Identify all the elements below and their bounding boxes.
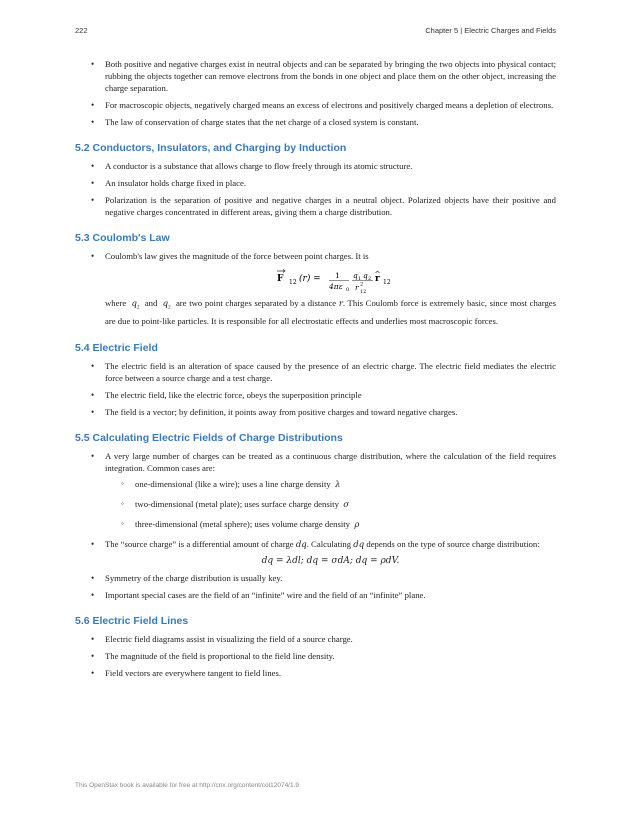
coulomb-explanation <box>75 297 556 328</box>
list-item: • The field is a vector; by definition, it points away from positive charges and toward negative charges. <box>75 406 556 418</box>
sub-list-item: ◦ two-dimensional (metal plate); uses surface charge density σ <box>105 498 556 511</box>
formula-q2: q <box>363 271 368 280</box>
list-item: • Symmetry of the charge distribution is usually key. <box>75 572 556 584</box>
section-5-2-list <box>75 160 556 218</box>
list-item: • The “source charge” is a differential amount of charge dq. Calculating dq depends on the type of source charge distribution: <box>75 538 556 551</box>
formula-f-sub: 12 <box>289 279 297 286</box>
symbol-rho: ρ <box>354 519 360 530</box>
list-item: • Polarization is the separation of positive and negative charges in a neutral object. Polarized objects have their positive and negative charges concentrated in different areas, giving them a charge distribution. <box>75 194 556 218</box>
formula-r2: r <box>355 283 359 292</box>
list-item: • Coulomb's law gives the magnitude of the force between point charges. It is <box>75 250 556 262</box>
formula-den-sub: 0 <box>346 287 350 293</box>
formula-den: 4πε <box>329 282 343 291</box>
section-5-5-list-cont <box>75 572 556 601</box>
formula-f: F <box>277 274 284 284</box>
section-5-4-list <box>75 360 556 418</box>
formula-r2-sub: 12 <box>360 289 367 295</box>
intro-list <box>75 58 556 128</box>
symbol-r: r <box>338 299 343 309</box>
section-heading-5-6: 5.6 Electric Field Lines <box>75 614 189 627</box>
list-item: • The magnitude of the field is proportional to the field line density. <box>75 650 556 662</box>
list-item: • An insulator holds charge fixed in place. <box>75 177 556 189</box>
formula-q1-sub: 1 <box>358 276 362 282</box>
formula-r2-sup: 2 <box>360 281 364 288</box>
symbol-q-sub: 2 <box>168 305 171 311</box>
section-heading-5-5: 5.5 Calculating Electric Fields of Charge Distributions <box>75 431 343 444</box>
symbol-q-sub: 2 <box>137 305 140 311</box>
page-footer: This OpenStax book is available for free at http://cnx.org/content/col12074/1.9 <box>75 782 300 789</box>
sub-list <box>105 478 556 531</box>
list-item: • For macroscopic objects, negatively charged means an excess of electrons and positively charged means a depletion of electrons. <box>75 99 556 111</box>
formula-q2-sub: 2 <box>368 276 372 282</box>
section-5-6-list <box>75 633 556 679</box>
section-heading-5-3: 5.3 Coulomb's Law <box>75 232 170 244</box>
formula-r: (r) = <box>299 274 321 284</box>
formula-rhat-sub: 12 <box>383 279 391 286</box>
symbol-dq: dq <box>295 539 307 550</box>
page-content <box>75 58 556 684</box>
section-5-5-list <box>75 450 556 551</box>
text-rest1: are two point charges separated by a distance <box>175 298 337 308</box>
section-heading-5-2: 5.2 Conductors, Insulators, and Charging by Induction <box>75 142 347 154</box>
list-item: • Field vectors are everywhere tangent to field lines. <box>75 667 556 679</box>
text-and: and <box>144 298 158 308</box>
list-item: • The electric field, like the electric force, obeys the superposition principle <box>75 389 556 401</box>
list-item-text: A very large number of charges can be treated as a continuous charge distribution, where the calculation of the field requires integration. Common cases are: <box>105 450 556 473</box>
formula-num: 1 <box>335 271 340 280</box>
charge-density-formula: dq = λdl; dq = σdA; dq = ρdV. <box>261 555 400 566</box>
formula-q1: q <box>353 271 358 280</box>
list-item: • Electric field diagrams assist in visualizing the field of a source charge. <box>75 633 556 645</box>
symbol-lambda: λ <box>335 479 341 490</box>
text-rest2: . This Coulomb force is extremely basic, since most charges are due to point-like particles. It is responsible for all electrostatic effects and underlies most macroscopic forces. <box>105 298 557 326</box>
chapter-title: Chapter 5 | Electric Charges and Fields <box>425 26 556 35</box>
list-item: • A conductor is a substance that allows charge to flow freely through its atomic structure. <box>75 160 556 172</box>
symbol-sigma: σ <box>343 499 350 510</box>
text-where: where <box>105 298 127 308</box>
list-item: • The electric field is an alteration of space caused by the presence of an electric charge. The electric field mediates the electric force between a source charge and a test charge. <box>75 360 556 384</box>
list-item: • Important special cases are the field of an “infinite” wire and the field of an “infinite” plane. <box>75 589 556 601</box>
coulomb-formula <box>75 267 556 297</box>
list-item <box>75 450 556 531</box>
list-item: • The law of conservation of charge states that the net charge of a closed system is constant. <box>75 116 556 128</box>
symbol-q: q <box>131 299 137 309</box>
sub-list-item: ◦ three-dimensional (metal sphere); uses volume charge density ρ <box>105 518 556 531</box>
symbol-q: q <box>162 299 169 309</box>
page-header <box>75 26 556 38</box>
section-5-3-list <box>75 250 556 262</box>
formula-rhat: r <box>375 274 380 284</box>
section-heading-5-4: 5.4 Electric Field <box>75 341 158 354</box>
symbol-dq: dq <box>353 539 365 550</box>
sub-list-item: ◦ one-dimensional (like a wire); uses a line charge density λ <box>105 478 556 491</box>
page-number: 222 <box>75 26 88 35</box>
list-item: • Both positive and negative charges exist in neutral objects and can be separated by bringing the two objects into physical contact; rubbing the objects together can remove electrons from the bonds in one object and place them on the other object, increasing the charge separation. <box>75 58 556 94</box>
